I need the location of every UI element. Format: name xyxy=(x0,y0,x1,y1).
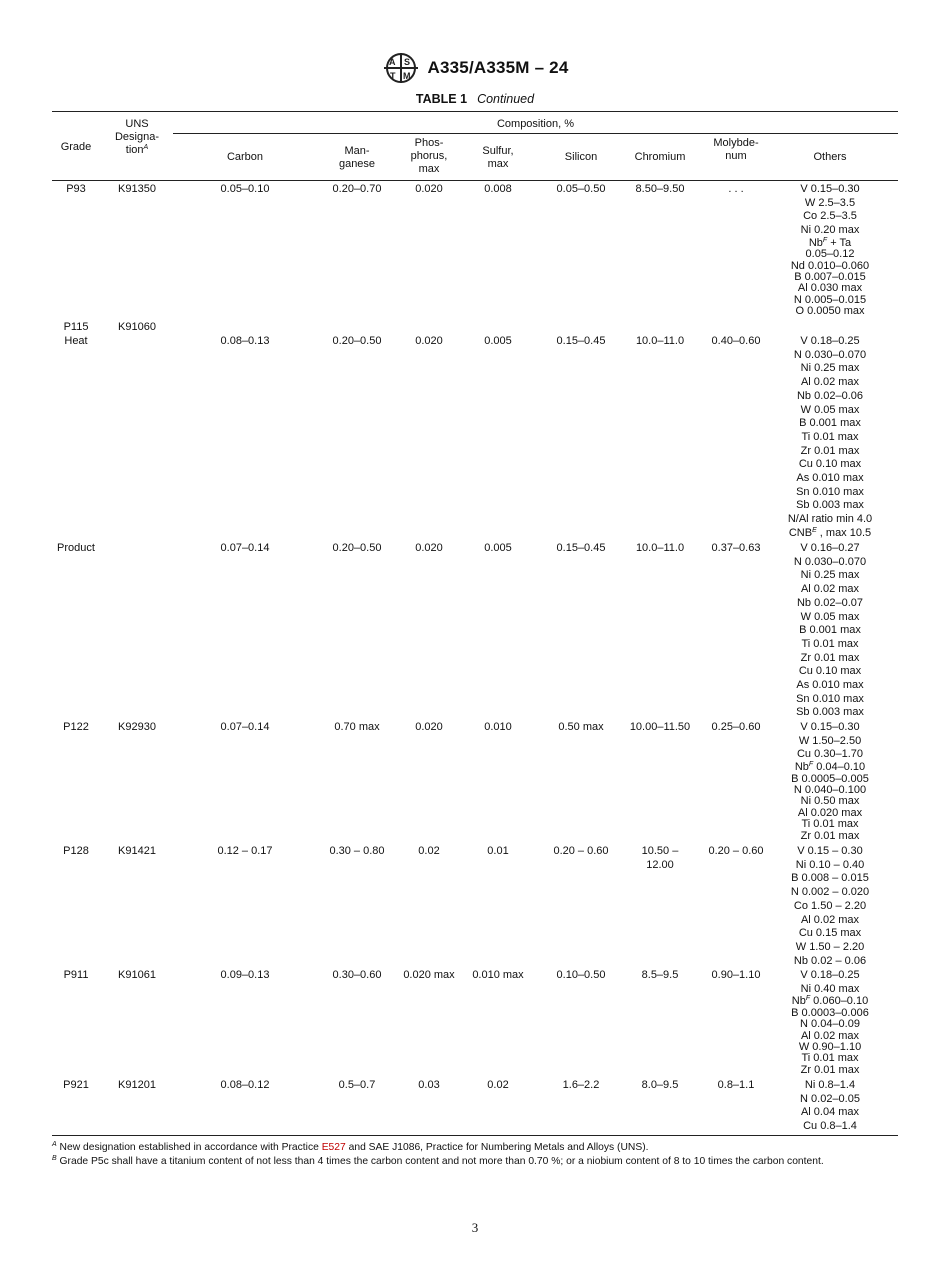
cell-chromium: 10.00–11.50 xyxy=(629,721,691,733)
cell-others: Ni 0.8–1.4 N 0.02–0.05 Al 0.04 max Cu 0.8–1.4 xyxy=(800,1079,860,1133)
cell-manganese: 0.5–0.7 xyxy=(338,1079,376,1091)
svg-text:S: S xyxy=(403,57,410,67)
cell-manganese: 0.70 max xyxy=(334,721,380,733)
footnote-b: $^B$ Grade P5c shall have a titanium content of not less than 4 times the carbon content and not more than 0.70 %; or a niobium content of 8 to 10 times the carbon content. xyxy=(52,1155,824,1167)
table-label: TABLE 1 xyxy=(415,92,468,106)
cell-molybdenum: . . . xyxy=(728,183,744,195)
cell-carbon: 0.08–0.13 xyxy=(220,335,270,347)
cell-grade: P128 xyxy=(63,845,89,857)
cell-silicon: 0.15–0.45 xyxy=(556,335,606,347)
cell-carbon: 0.07–0.14 xyxy=(220,721,270,733)
cell-silicon: 1.6–2.2 xyxy=(562,1079,600,1091)
cell-silicon: 0.10–0.50 xyxy=(556,969,606,981)
svg-text:A: A xyxy=(388,57,395,67)
cell-phosphorus: 0.020 max xyxy=(403,969,455,981)
col-header-composition: Composition, % xyxy=(496,118,575,130)
col-header-uns: UNS Designa- tion$^A$ xyxy=(114,118,160,156)
table-caption xyxy=(0,92,950,106)
page-number: 3 xyxy=(471,1220,479,1235)
document-title: A335/A335M – 24 xyxy=(427,58,569,77)
cell-phosphorus: 0.020 xyxy=(415,542,443,554)
cell-grade: Product xyxy=(57,542,95,554)
cell-others: V 0.15 – 0.30 Ni 0.10 – 0.40 B 0.008 – 0.015 N 0.002 – 0.020 Co 1.50 – 2.20 Al 0.02 max Cu 0.15 max W 1.50 – 2.20 Nb 0.02 – 0.06 xyxy=(790,845,870,967)
cell-carbon: 0.05–0.10 xyxy=(220,183,270,195)
cell-molybdenum: 0.8–1.1 xyxy=(717,1079,755,1091)
cell-uns: K91061 xyxy=(118,969,156,981)
cell-sulfur: 0.008 xyxy=(484,183,512,195)
svg-text:M: M xyxy=(402,71,410,81)
cell-silicon: 0.20 – 0.60 xyxy=(553,845,609,857)
cell-molybdenum: 0.25–0.60 xyxy=(711,721,761,733)
cell-chromium: 10.0–11.0 xyxy=(635,335,685,347)
cell-molybdenum: 0.90–1.10 xyxy=(711,969,761,981)
cell-sulfur: 0.010 max xyxy=(472,969,524,981)
cell-phosphorus: 0.02 xyxy=(418,845,440,857)
cell-grade: Heat xyxy=(64,335,88,347)
cell-carbon: 0.08–0.12 xyxy=(220,1079,270,1091)
cell-phosphorus: 0.020 xyxy=(415,183,443,195)
cell-carbon: 0.09–0.13 xyxy=(220,969,270,981)
cell-others: V 0.18–0.25 Ni 0.40 max $Nb^F$ 0.060–0.10 B 0.0003–0.006 N 0.04–0.09 Al 0.02 max W 0.90–1.10 Ti 0.01 max Zr 0.01 max xyxy=(791,969,869,1076)
cell-grade: P911 xyxy=(63,969,89,981)
cell-silicon: 0.05–0.50 xyxy=(556,183,606,195)
cell-silicon: 0.50 max xyxy=(558,721,604,733)
col-header-grade: Grade xyxy=(60,141,92,153)
cell-chromium: 8.5–9.5 xyxy=(641,969,679,981)
cell-sulfur: 0.010 xyxy=(484,721,512,733)
cell-manganese: 0.30–0.60 xyxy=(332,969,382,981)
cell-uns: K92930 xyxy=(118,721,156,733)
cell-chromium: 8.50–9.50 xyxy=(635,183,685,195)
cell-phosphorus: 0.020 xyxy=(415,721,443,733)
cell-chromium: 10.0–11.0 xyxy=(635,542,685,554)
col-header-manganese: Man- ganese xyxy=(338,145,376,170)
cell-sulfur: 0.01 xyxy=(487,845,509,857)
footnote-a: $^A$ New designation established in accordance with Practice E527 and SAE J1086, Practice for Numbering Metals and Alloys (UNS). xyxy=(52,1141,649,1153)
header-bottom-rule xyxy=(52,180,898,181)
cell-manganese: 0.30 – 0.80 xyxy=(329,845,385,857)
cell-silicon: 0.15–0.45 xyxy=(556,542,606,554)
col-header-others: Others xyxy=(813,151,847,163)
table-top-rule xyxy=(52,111,898,112)
cell-grade: P93 xyxy=(66,183,86,195)
cell-sulfur: 0.005 xyxy=(484,542,512,554)
e527-link[interactable]: E527 xyxy=(321,1142,346,1153)
cell-grade: P921 xyxy=(63,1079,89,1091)
cell-molybdenum: 0.20 – 0.60 xyxy=(708,845,764,857)
cell-sulfur: 0.02 xyxy=(487,1079,509,1091)
col-header-molybdenum: Molybde- num xyxy=(713,137,759,162)
cell-chromium: 8.0–9.5 xyxy=(641,1079,679,1091)
col-header-chromium: Chromium xyxy=(634,151,686,163)
cell-uns: K91421 xyxy=(118,845,156,857)
cell-uns: K91350 xyxy=(118,183,156,195)
col-header-carbon: Carbon xyxy=(226,151,264,163)
svg-text:T: T xyxy=(389,71,395,81)
cell-uns: K91060 xyxy=(118,321,156,333)
cell-molybdenum: 0.37–0.63 xyxy=(711,542,761,554)
table-bottom-rule xyxy=(52,1135,898,1136)
cell-phosphorus: 0.03 xyxy=(418,1079,440,1091)
col-header-silicon: Silicon xyxy=(564,151,598,163)
cell-others: V 0.16–0.27 N 0.030–0.070 Ni 0.25 max Al 0.02 max Nb 0.02–0.07 W 0.05 max B 0.001 max Ti 0.01 max Zr 0.01 max Cu 0.10 max As 0.010 max Sn 0.010 max Sb 0.003 max xyxy=(793,542,867,719)
col-header-sulfur: Sulfur, max xyxy=(482,145,514,170)
cell-uns: K91201 xyxy=(118,1079,156,1091)
col-header-phosphorus: Phos- phorus, max xyxy=(410,137,448,175)
cell-molybdenum: 0.40–0.60 xyxy=(711,335,761,347)
astm-logo-icon xyxy=(382,52,420,84)
document-header xyxy=(0,52,950,84)
cell-manganese: 0.20–0.70 xyxy=(332,183,382,195)
cell-phosphorus: 0.020 xyxy=(415,335,443,347)
cell-carbon: 0.12 – 0.17 xyxy=(217,845,273,857)
cell-grade: P122 xyxy=(63,721,89,733)
cell-chromium: 10.50 – 12.00 xyxy=(641,845,679,871)
composition-rule xyxy=(173,133,898,134)
cell-manganese: 0.20–0.50 xyxy=(332,335,382,347)
cell-others: V 0.15–0.30 W 2.5–3.5 Co 2.5–3.5 Ni 0.20 max $Nb^F + Ta$ 0.05–0.12 Nd 0.010–0.060 B 0.007–0.015 Al 0.030 max N 0.005–0.015 O 0.0050 max xyxy=(790,183,870,318)
cell-others: V 0.15–0.30 W 1.50–2.50 Cu 0.30–1.70 $Nb^F$ 0.04–0.10 B 0.0005–0.005 N 0.040–0.100 Ni 0.50 max Al 0.020 max Ti 0.01 max Zr 0.01 max xyxy=(791,721,869,842)
cell-manganese: 0.20–0.50 xyxy=(332,542,382,554)
cell-sulfur: 0.005 xyxy=(484,335,512,347)
cell-carbon: 0.07–0.14 xyxy=(220,542,270,554)
table-continued: Continued xyxy=(477,92,535,106)
cell-grade: P115 xyxy=(63,321,89,333)
cell-others: V 0.18–0.25 N 0.030–0.070 Ni 0.25 max Al 0.02 max Nb 0.02–0.06 W 0.05 max B 0.001 max Ti 0.01 max Zr 0.01 max Cu 0.10 max As 0.010 max Sn 0.010 max Sb 0.003 max N/Al ratio min 4.0 $CNB^E$ , max 10.5 xyxy=(787,335,873,539)
